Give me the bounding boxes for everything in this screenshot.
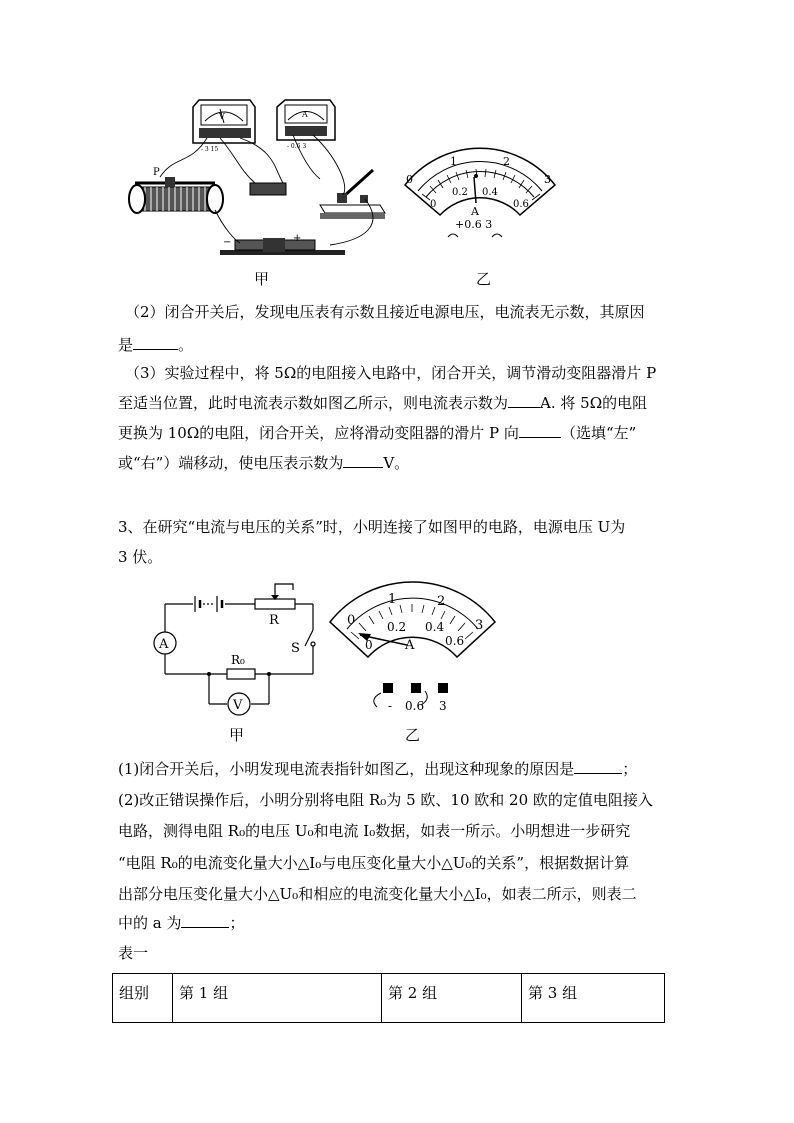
- p3q2-line4: 出部分电压变化量大小△U₀和相应的电流变化量大小△I₀，如表二所示，则表二: [118, 885, 637, 903]
- q2-line1: （2）闭合开关后，发现电压表有示数且接近电源电压，电流表无示数，其原因: [125, 303, 645, 321]
- resistor-label-r0: R₀: [231, 653, 245, 667]
- ammeter-drawing: [277, 100, 335, 150]
- apparatus-diagram: [115, 95, 405, 265]
- voltmeter-letter: V: [219, 112, 225, 121]
- dial2-terminal-minus: -: [388, 699, 393, 713]
- dial1-top-tick-2: 2: [503, 155, 510, 168]
- table-row: [113, 974, 665, 1023]
- table-header-cell: 第 1 组: [173, 974, 382, 1023]
- resistor-drawing: [250, 183, 286, 195]
- dial1-bottom-tick-0: 0: [430, 199, 437, 210]
- dial2-bottom-tick-2: 0.4: [425, 620, 445, 634]
- dial2-top-tick-2: 2: [437, 594, 446, 609]
- rheostat-drawing: [129, 167, 223, 213]
- dial2-terminal-06: 0.6: [405, 699, 425, 713]
- dial1-top-tick-1: 1: [450, 155, 457, 168]
- voltmeter-terminal-labels: - 3 15: [201, 146, 219, 153]
- ammeter-dial-1: [400, 145, 560, 255]
- q3-line3: 更换为 10Ω的电阻，闭合开关，应将滑动变阻器的滑片 P 向 （选填“左”: [118, 424, 637, 442]
- figure1-caption-jia: 甲: [254, 270, 270, 288]
- battery-minus: −: [223, 237, 232, 248]
- q3-line1: （3）实验过程中，将 5Ω的电阻接入电路中，闭合开关，调节滑动变阻器滑片 P: [125, 364, 657, 382]
- dial2-bottom-tick-3: 0.6: [445, 634, 465, 648]
- switch-label-s: S: [291, 641, 300, 656]
- q3-blank-voltage[interactable]: [343, 453, 383, 468]
- ammeter-terminal-labels: - 0.6 3: [287, 143, 307, 150]
- dial2-unit: A: [405, 638, 415, 653]
- dial1-bottom-tick-1: 0.2: [452, 187, 468, 198]
- p3q2-line1: (2)改正错误操作后，小明分别将电阻 R₀为 5 欧、10 欧和 20 欧的定值电阻接入: [118, 791, 653, 809]
- table-header-cell: 第 2 组: [382, 974, 522, 1023]
- slider-label-p: P: [153, 167, 160, 178]
- battery-plus: +: [293, 233, 302, 244]
- p3q2-line3: “电阻 R₀的电流变化量大小△I₀与电压变化量大小△U₀的关系”，根据数据计算: [118, 854, 630, 872]
- p3q1-answer-blank[interactable]: [574, 759, 622, 774]
- p3-intro-line2: 3 伏。: [118, 548, 163, 566]
- p3q2-line5: 中的 a 为 ；: [118, 914, 245, 932]
- table1-caption: 表一: [118, 944, 149, 962]
- rheostat-label-r: R: [269, 613, 279, 628]
- dial2-bottom-tick-1: 0.2: [387, 620, 407, 634]
- q3-blank-current[interactable]: [508, 393, 540, 408]
- ammeter-letter: A: [302, 110, 308, 119]
- p3q1-line: (1)闭合开关后，小明发现电流表指针如图乙，出现这种现象的原因是 ；: [118, 760, 638, 778]
- switch-drawing: [320, 170, 385, 219]
- q3-line4: 或“右”）端移动，使电压表示数为 V。: [118, 454, 410, 472]
- dial1-bottom-tick-2: 0.4: [482, 187, 498, 198]
- dial2-bottom-tick-0: 0: [365, 638, 373, 652]
- dial2-terminal-3: 3: [439, 699, 447, 713]
- battery-drawing: [220, 233, 345, 255]
- p3q2-line2: 电路，测得电阻 R₀的电压 U₀和电流 I₀数据，如表一所示。小明想进一步研究: [118, 822, 631, 840]
- table1: [112, 973, 665, 1023]
- ammeter-symbol-label: A: [159, 637, 169, 652]
- table-header-cell: 组别: [113, 974, 173, 1023]
- voltmeter-symbol-label: V: [233, 698, 243, 713]
- circuit-schematic: [145, 582, 325, 722]
- figure2-caption-jia: 甲: [229, 726, 245, 744]
- ammeter-dial-2: [325, 577, 500, 717]
- figure2-caption-yi: 乙: [405, 726, 421, 744]
- dial2-top-tick-1: 1: [388, 592, 397, 607]
- dial1-top-tick-3: 3: [544, 173, 551, 186]
- q3-blank-direction[interactable]: [519, 423, 561, 438]
- dial1-top-tick-0: 0: [406, 173, 413, 186]
- q2-answer-blank[interactable]: [133, 335, 178, 350]
- p3q2-answer-blank[interactable]: [181, 913, 229, 928]
- p3-intro-line1: 3、在研究“电流与电压的关系”时，小明连接了如图甲的电路，电源电压 U为: [118, 518, 626, 536]
- dial2-top-tick-3: 3: [475, 618, 484, 633]
- figure1-caption-yi: 乙: [476, 270, 492, 288]
- dial1-bottom-tick-3: 0.6: [513, 199, 529, 210]
- dial1-unit: A: [471, 205, 479, 218]
- q3-line2: 至适当位置，此时电流表示数如图乙所示，则电流表示数为 A. 将 5Ω的电阻: [118, 394, 648, 412]
- q2-line2: 是 。: [118, 336, 194, 354]
- dial2-top-tick-0: 0: [347, 613, 356, 628]
- dial1-terminals: +0.6 3: [455, 218, 493, 231]
- table-header-cell: 第 3 组: [522, 974, 665, 1023]
